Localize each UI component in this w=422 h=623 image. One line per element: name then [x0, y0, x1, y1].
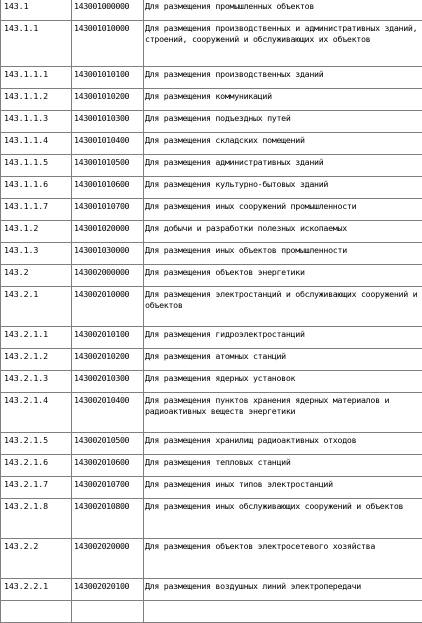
table-row — [1, 601, 422, 623]
cell-code: 143.2.2 — [1, 539, 72, 579]
cell-code: 143.2.1.2 — [1, 349, 72, 371]
cell-code: 143.1.1 — [1, 21, 72, 67]
table-row — [1, 89, 422, 111]
cell-code: 143.2.1.1 — [1, 327, 72, 349]
cell-description: Для размещения промышленных объектов — [144, 0, 422, 21]
cell-kod: 143001020000 — [72, 221, 144, 243]
cell-kod: 143001010300 — [72, 111, 144, 133]
cell-description: Для размещения иных сооружений промышленности — [144, 199, 422, 221]
cell-description: Для размещения гидроэлектростанций — [144, 327, 422, 349]
cell-kod: 143002010400 — [72, 393, 144, 433]
cell-code: 143.1.1.4 — [1, 133, 72, 155]
cell-description: Для размещения иных обслуживающих сооружений и объектов — [144, 499, 422, 539]
cell-code: 143.1.1.7 — [1, 199, 72, 221]
cell-kod: 143001010000 — [72, 21, 144, 67]
cell-code: 143.2.1.5 — [1, 433, 72, 455]
cell-kod: 143002010600 — [72, 455, 144, 477]
cell-code: 143.2.1.3 — [1, 371, 72, 393]
table-row — [1, 0, 422, 21]
table-row — [1, 111, 422, 133]
cell-description: Для размещения тепловых станций — [144, 455, 422, 477]
cell-description: Для размещения производственных зданий — [144, 67, 422, 89]
cell-kod: 143001010100 — [72, 67, 144, 89]
cell-code: 143.2.1.4 — [1, 393, 72, 433]
cell-code: 143.1.1.3 — [1, 111, 72, 133]
cell-kod: 143001010400 — [72, 133, 144, 155]
cell-kod: 143002010200 — [72, 349, 144, 371]
table-row — [1, 265, 422, 287]
cell-code: 143.1.3 — [1, 243, 72, 265]
table-row — [1, 21, 422, 67]
cell-kod: 143001030000 — [72, 243, 144, 265]
cell-kod: 143001000000 — [72, 0, 144, 21]
cell-description: Для размещения атомных станций — [144, 349, 422, 371]
cell-description: Для размещения электростанций и обслуживающих сооружений и объектов — [144, 287, 422, 327]
cell-kod: 143002010800 — [72, 499, 144, 539]
cell-kod: 143002010300 — [72, 371, 144, 393]
classifier-table-body — [1, 0, 422, 623]
table-row — [1, 499, 422, 539]
table-row — [1, 539, 422, 579]
cell-kod: 143002020100 — [72, 579, 144, 601]
cell-description: Для размещения складских помещений — [144, 133, 422, 155]
cell-code: 143.1.1.5 — [1, 155, 72, 177]
cell-description: Для размещения иных типов электростанций — [144, 477, 422, 499]
cell-description: Для размещения производственных и административных зданий, строений, сооружений и обслуживающих их объектов — [144, 21, 422, 67]
cell-code: 143.2.2.1 — [1, 579, 72, 601]
cell-code: 143.1.2 — [1, 221, 72, 243]
cell-kod: 143001010500 — [72, 155, 144, 177]
cell-code — [1, 601, 72, 623]
cell-description: Для размещения культурно-бытовых зданий — [144, 177, 422, 199]
cell-description: Для размещения административных зданий — [144, 155, 422, 177]
table-row — [1, 177, 422, 199]
cell-description: Для размещения объектов электросетевого хозяйства — [144, 539, 422, 579]
table-row — [1, 433, 422, 455]
cell-kod: 143001010600 — [72, 177, 144, 199]
cell-code: 143.1 — [1, 0, 72, 21]
cell-description: Для размещения пунктов хранения ядерных материалов и радиоактивных веществ энергетики — [144, 393, 422, 433]
cell-code: 143.2.1.6 — [1, 455, 72, 477]
table-row — [1, 67, 422, 89]
cell-description: Для размещения воздушных линий электропередачи — [144, 579, 422, 601]
cell-kod: 143002010100 — [72, 327, 144, 349]
cell-description: Для размещения объектов энергетики — [144, 265, 422, 287]
table-row — [1, 393, 422, 433]
cell-description: Для добычи и разработки полезных ископаемых — [144, 221, 422, 243]
cell-kod: 143001010700 — [72, 199, 144, 221]
table-row — [1, 327, 422, 349]
cell-kod: 143002010700 — [72, 477, 144, 499]
cell-kod: 143001010200 — [72, 89, 144, 111]
cell-code: 143.2 — [1, 265, 72, 287]
cell-description: Для размещения ядерных установок — [144, 371, 422, 393]
cell-kod — [72, 601, 144, 623]
cell-kod: 143002000000 — [72, 265, 144, 287]
table-row — [1, 199, 422, 221]
cell-code: 143.1.1.1 — [1, 67, 72, 89]
cell-code: 143.1.1.2 — [1, 89, 72, 111]
cell-description: Для размещения подъездных путей — [144, 111, 422, 133]
table-row — [1, 371, 422, 393]
cell-description: Для размещения иных объектов промышленности — [144, 243, 422, 265]
table-row — [1, 221, 422, 243]
table-row — [1, 455, 422, 477]
cell-description: Для размещения хранилищ радиоактивных отходов — [144, 433, 422, 455]
cell-code: 143.2.1.8 — [1, 499, 72, 539]
table-row — [1, 243, 422, 265]
table-row — [1, 155, 422, 177]
cell-code: 143.2.1.7 — [1, 477, 72, 499]
table-row — [1, 579, 422, 601]
table-row — [1, 349, 422, 371]
cell-description: Для размещения коммуникаций — [144, 89, 422, 111]
table-row — [1, 133, 422, 155]
cell-kod: 143002010000 — [72, 287, 144, 327]
cell-description — [144, 601, 422, 623]
table-row — [1, 287, 422, 327]
cell-code: 143.1.1.6 — [1, 177, 72, 199]
cell-kod: 143002010500 — [72, 433, 144, 455]
cell-code: 143.2.1 — [1, 287, 72, 327]
table-row — [1, 477, 422, 499]
cell-kod: 143002020000 — [72, 539, 144, 579]
